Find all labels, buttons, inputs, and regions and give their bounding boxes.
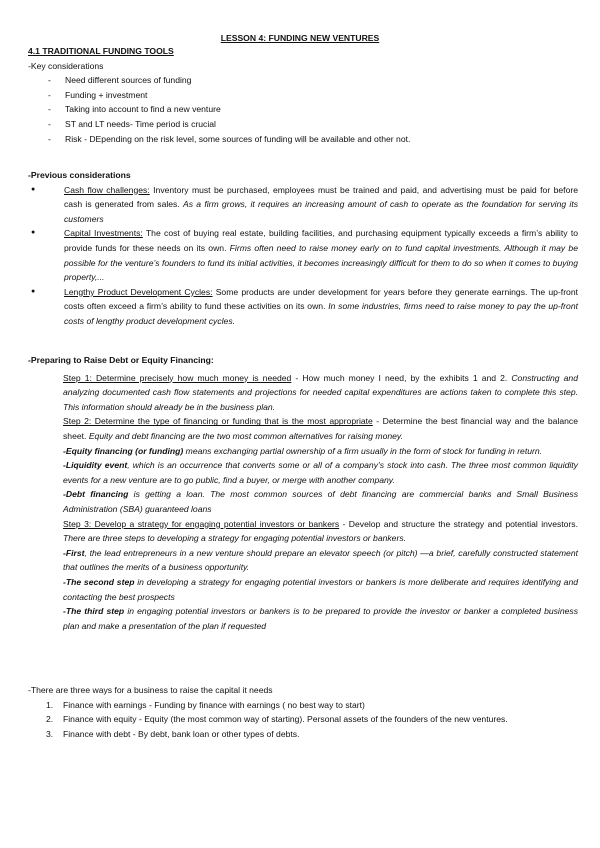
term-bold: -The second step [63,576,135,587]
step-title: Step 2: Determine the type of financing or funding that is the most appropriate [63,416,373,427]
item-text: Finance with equity - Equity (the most common way of starting). Personal assets of the founders of the new ventures. [63,714,508,725]
term-bold: -Debt financing [63,489,129,500]
list-item [28,727,578,742]
list-item: - Need different sources of funding [28,73,578,88]
list-item [28,226,578,284]
list-item [28,712,578,727]
section-previous-considerations [28,168,578,329]
term-text: in engaging potential investors or bankers is to be prepared to provide the investor or banker a completed business plan and make a presentation of the plan if requested [63,606,578,631]
second-step [28,575,578,604]
preparing-label: -Preparing to Raise Debt or Equity Financing: [28,355,214,365]
debt-financing [28,487,578,516]
list-item [28,698,578,713]
step-3 [28,517,578,546]
term-bold: -Liquidity event [63,460,128,471]
term-text: , which is an occurrence that converts some or all of a company’s stock into cash. The three most common liquidity events for a new venture are to go public, find a buyer, or merge with another company. [63,460,578,485]
term-text: means exchanging partial ownership of a firm usually in the form of stock for funding in return. [183,445,543,456]
key-considerations-list [28,73,578,146]
term-bold: -The third step [63,606,125,617]
item-text: Finance with debt - By debt, bank loan or other types of debts. [63,728,300,739]
three-ways-label: -There are three ways for a business to raise the capital it needs [28,685,273,695]
term-bold: -First [63,547,85,558]
item-term: Capital Investments: [64,228,143,239]
item-italic: In some industries, firms need to raise money to pay the up-front costs of lengthy product development cycles. [64,301,578,326]
third-step [28,604,578,633]
step-text: - How much money I need, by the exhibits 1 and 2. [291,372,512,383]
item-italic: Firms often need to raise money early on to fund capital investments. Although it may be possible for the venture’s founders to fund its initial activities, it becomes increasingly difficult for them to do so when it comes to buying property,... [64,242,578,283]
step-italic: Constructing and analyzing documented cash flow statements and projections for needed capital expenditures are actions taken to complete this step. This information should already be in the business plan. [63,372,578,412]
key-considerations-label: -Key considerations [28,60,104,71]
step-1 [28,371,578,415]
term-bold: -Equity financing (or funding) [63,445,184,456]
list-item: - Funding + investment [28,88,578,103]
item-number: 2. [46,714,54,725]
step-title: Step 1: Determine precisely how much money is needed [63,372,292,383]
item-text: Some products are under development for years before they generate earnings. The up-front costs often exceed a firm’s ability to fund these activities on its own. [64,286,578,312]
item-term: Cash flow challenges: [64,184,150,195]
step-title: Step 3: Develop a strategy for engaging potential investors or bankers [63,518,340,529]
section-traditional-funding [28,44,578,146]
list-item: - Risk - DEpending on the risk level, some sources of funding will be available and other not. [28,132,578,147]
step-italic: There are three steps to developing a strategy for engaging potential investors or bankers. [63,533,406,544]
list-item [28,285,578,329]
previous-list [28,183,578,329]
term-text: is getting a loan. The most common sources of debt financing are commercial banks and Small Business Administration (SBA) guaranteed loans [63,489,578,514]
lesson-title: LESSON 4: FUNDING NEW VENTURES [220,33,380,43]
equity-financing [28,444,578,459]
three-ways-list [28,698,578,742]
list-item: - Taking into account to find a new venture [28,102,578,117]
section-heading: 4.1 TRADITIONAL FUNDING TOOLS [28,46,174,56]
item-text: Finance with earnings - Funding by finance with earnings ( no best way to start) [63,699,365,710]
previous-label: -Previous considerations [28,170,131,180]
section-three-ways [28,683,578,741]
item-italic: As a firm grows, it requires an increasing amount of cash to operate as the foundation for serving its customers [64,199,579,224]
step-text: - Determine the best financial way and the balance sheet. [63,416,578,441]
section-preparing [28,353,578,633]
item-text: Inventory must be purchased, employees must be trained and paid, and advertising must be paid for before cash is generated from sales. [64,184,578,210]
first-step [28,546,578,575]
item-number: 3. [46,728,54,739]
item-term: Lengthy Product Development Cycles: [64,286,213,297]
step-text: - Develop and structure the strategy and potential investors. [339,518,578,529]
step-2 [28,414,578,443]
step-italic: Equity and debt financing are the two most common alternatives for raising money. [88,430,403,441]
list-item: - ST and LT needs- Time period is crucial [28,117,578,132]
list-item [28,183,578,227]
term-text: , the lead entrepreneurs in a new venture should prepare an elevator speech (or pitch) —a brief, carefully constructed statement that outlines the merits of a business opportunity. [63,547,578,573]
item-text: The cost of buying real estate, building facilities, and purchasing equipment typically exceeds a firm’s ability to provide funds for these needs on its own. [64,228,578,253]
liquidity-event [28,458,578,487]
item-number: 1. [46,699,54,710]
term-text: in developing a strategy for engaging potential investors or bankers is more deliberate and requires identifying and contacting the best prospects [63,576,578,602]
